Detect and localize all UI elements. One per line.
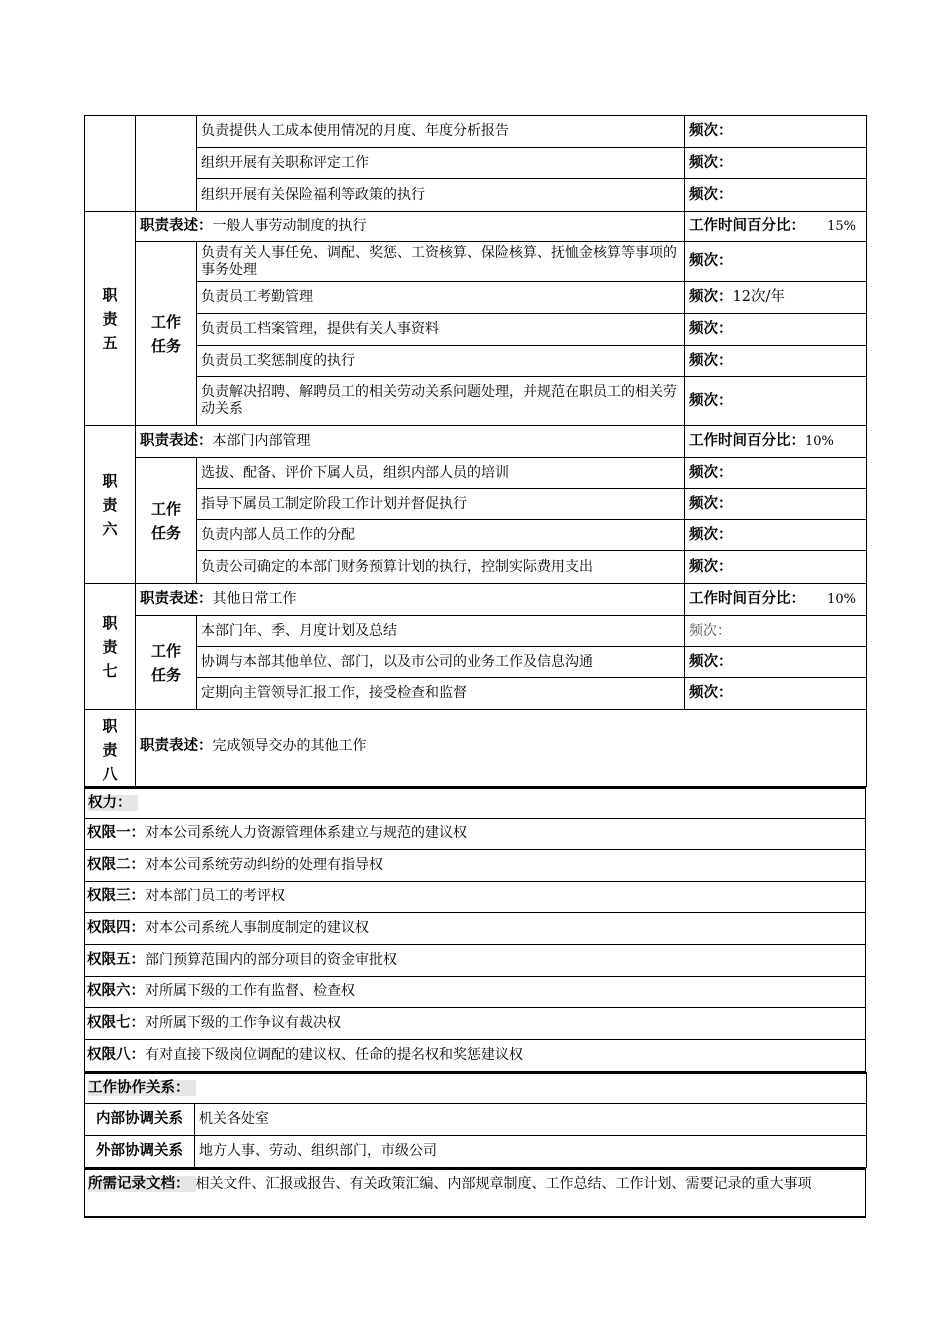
power-row	[85, 818, 866, 849]
desc-label: 职责表述：	[140, 433, 213, 449]
records-text: 相关文件、汇报或报告、有关政策汇编、内部规章制度、工作总结、工作计划、需要记录的重大事项	[195, 1176, 812, 1192]
task-label	[136, 458, 197, 584]
job-description-sheet	[84, 115, 866, 1218]
task-row	[85, 551, 867, 584]
power-text: 对本部门员工的考评权	[145, 888, 285, 904]
cooperation-title: 工作协作关系：	[88, 1080, 196, 1096]
task-text: 负责公司确定的本部门财务预算计划的执行，控制实际费用支出	[197, 551, 685, 584]
records-row	[85, 1169, 866, 1217]
pct-label: 工作时间百分比：	[689, 591, 805, 607]
task-text: 本部门年、季、月度计划及总结	[197, 616, 685, 647]
pct-value: 15%	[827, 219, 856, 234]
task-row	[85, 678, 867, 710]
power-label: 权限一：	[87, 825, 145, 841]
duty-label-empty	[85, 116, 136, 212]
desc-text: 完成领导交办的其他工作	[212, 738, 367, 754]
internal-label: 内部协调关系	[85, 1104, 195, 1136]
desc-label: 职责表述：	[140, 591, 213, 607]
freq-label: 频次：	[685, 458, 867, 489]
task-text: 协调与本部其他单位、部门，以及市公司的业务工作及信息沟通	[197, 647, 685, 678]
power-text: 有对直接下级岗位调配的建议权、任命的提名权和奖惩建议权	[145, 1046, 523, 1063]
freq-label: 频次：	[685, 179, 867, 212]
freq-label: 频次：	[685, 520, 867, 551]
task-text: 指导下属员工制定阶段工作计划并督促执行	[197, 489, 685, 520]
task-text: 选拔、配备、评价下属人员，组织内部人员的培训	[197, 458, 685, 489]
power-row	[85, 1007, 866, 1039]
duty5-label	[85, 212, 136, 426]
task-label-empty	[136, 116, 197, 212]
external-row	[85, 1136, 867, 1168]
duty5-label-text: 职 责 五	[102, 285, 118, 352]
powers-title: 权力：	[88, 795, 138, 811]
powers-table	[84, 787, 866, 1072]
pct-value: 10%	[827, 592, 856, 607]
freq-label: 频次：	[689, 289, 733, 305]
records-table	[84, 1168, 866, 1218]
cooperation-table	[84, 1072, 867, 1169]
duty-desc-row	[85, 212, 867, 242]
power-row	[85, 912, 866, 944]
freq-label: 频次：	[685, 616, 867, 647]
power-row	[85, 944, 866, 976]
duty8-label-text: 职 责 八	[102, 717, 118, 783]
task-row	[85, 616, 867, 647]
desc-text: 其他日常工作	[212, 591, 297, 607]
freq-label: 频次：	[685, 116, 867, 148]
duty-desc-row	[85, 584, 867, 616]
power-text: 对本公司系统人事制度制定的建议权	[145, 919, 369, 936]
task-row	[85, 489, 867, 520]
freq-label: 频次：	[685, 242, 867, 282]
task-text: 负责员工奖惩制度的执行	[197, 346, 685, 377]
pct-value: 10%	[805, 434, 834, 449]
task-text: 负责提供人工成本使用情况的月度、年度分析报告	[197, 116, 685, 148]
internal-value: 机关各处室	[195, 1104, 867, 1136]
task-label	[136, 616, 197, 710]
duty7-label	[85, 584, 136, 710]
task-row	[85, 282, 867, 314]
freq-label: 频次：	[685, 647, 867, 678]
duty6-label-text: 职 责 六	[102, 471, 118, 538]
task-text: 定期向主管领导汇报工作，接受检查和监督	[197, 678, 685, 710]
duty6-label	[85, 426, 136, 584]
pct-label: 工作时间百分比：	[689, 218, 805, 234]
records-label: 所需记录文档：	[88, 1176, 196, 1192]
power-text: 对所属下级的工作争议有裁决权	[145, 1014, 341, 1031]
power-text: 对所属下级的工作有监督、检查权	[145, 983, 355, 999]
desc-text: 一般人事劳动制度的执行	[212, 218, 367, 234]
freq-label: 频次：	[685, 346, 867, 377]
power-label: 权限八：	[87, 1046, 145, 1063]
power-label: 权限六：	[87, 983, 145, 999]
power-row	[85, 976, 866, 1007]
power-text: 对本公司系统劳动纠纷的处理有指导权	[145, 856, 383, 873]
duty7-label-text: 职 责 七	[102, 613, 118, 680]
task-text: 负责内部人员工作的分配	[197, 520, 685, 551]
task-label-text: 工作 任务	[150, 641, 181, 684]
task-row	[85, 346, 867, 377]
freq-label: 频次：	[685, 148, 867, 179]
freq-label: 频次：	[685, 678, 867, 710]
task-label-text: 工作 任务	[150, 312, 181, 355]
freq-label: 频次：	[685, 377, 867, 426]
duty-desc-row	[85, 426, 867, 458]
power-row	[85, 849, 866, 881]
freq-label: 频次：	[685, 314, 867, 346]
coop-title-row	[85, 1073, 867, 1104]
task-row	[85, 116, 867, 148]
duties-table	[84, 115, 867, 787]
task-label	[136, 242, 197, 426]
desc-text: 本部门内部管理	[212, 433, 311, 449]
task-row	[85, 148, 867, 179]
task-row	[85, 242, 867, 282]
task-row	[85, 179, 867, 212]
task-text: 负责员工档案管理，提供有关人事资料	[197, 314, 685, 346]
power-label: 权限二：	[87, 856, 145, 873]
freq-value: 12次/年	[732, 289, 785, 305]
task-row	[85, 458, 867, 489]
task-text: 负责有关人事任免、调配、奖惩、工资核算、保险核算、抚恤金核算等事项的事务处理	[197, 242, 685, 282]
power-text: 部门预算范围内的部分项目的资金审批权	[145, 951, 397, 968]
task-label-text: 工作 任务	[150, 499, 181, 542]
external-label: 外部协调关系	[85, 1136, 195, 1168]
task-text: 组织开展有关职称评定工作	[197, 148, 685, 179]
pct-label: 工作时间百分比：	[689, 433, 805, 449]
task-row	[85, 520, 867, 551]
power-text: 对本公司系统人力资源管理体系建立与规范的建议权	[145, 825, 467, 841]
power-row	[85, 1039, 866, 1071]
task-text: 负责解决招聘、解聘员工的相关劳动关系问题处理，并规范在职员工的相关劳动关系	[197, 377, 685, 426]
powers-title-row	[85, 788, 866, 818]
freq-label: 频次：	[685, 489, 867, 520]
duty8-label	[85, 710, 136, 787]
power-label: 权限七：	[87, 1014, 145, 1031]
power-label: 权限四：	[87, 919, 145, 936]
freq-label: 频次：	[685, 551, 867, 584]
power-label: 权限五：	[87, 951, 145, 968]
internal-row	[85, 1104, 867, 1136]
power-label: 权限三：	[87, 888, 145, 904]
task-text: 负责员工考勤管理	[197, 282, 685, 314]
task-row	[85, 647, 867, 678]
duty-desc-row	[85, 710, 867, 787]
task-row	[85, 377, 867, 426]
task-row	[85, 314, 867, 346]
desc-label: 职责表述：	[140, 738, 213, 754]
external-value: 地方人事、劳动、组织部门，市级公司	[195, 1136, 867, 1168]
power-row	[85, 881, 866, 912]
task-text: 组织开展有关保险福利等政策的执行	[197, 179, 685, 212]
desc-label: 职责表述：	[140, 218, 213, 234]
